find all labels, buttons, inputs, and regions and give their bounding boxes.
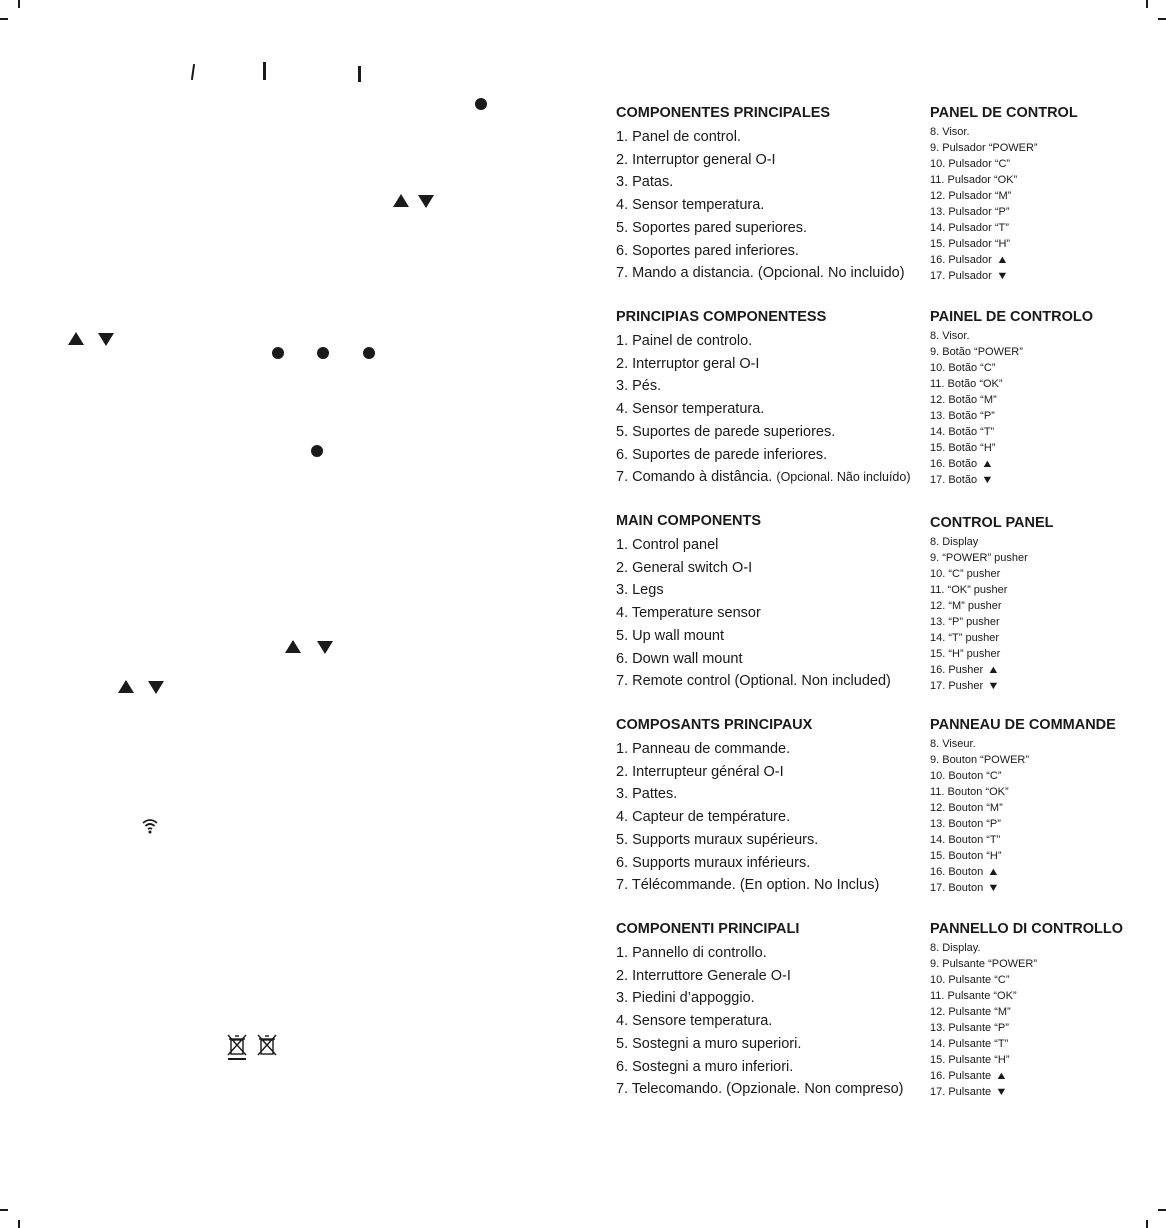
list-item: 13. Pulsador “P”: [930, 206, 1010, 218]
list-item: 6. Sostegni a muro inferiori.: [616, 1058, 794, 1075]
list-item: 3. Patas.: [616, 174, 674, 191]
triangle-down-icon: [317, 641, 333, 654]
triangle-down-icon: [148, 681, 164, 694]
list-item-label: 17. Pulsador: [930, 270, 992, 282]
list-item: [930, 1068, 1150, 1084]
triangle-down-icon: [418, 195, 434, 208]
list-item: 13. Botão “P”: [930, 410, 995, 422]
list-item-label: 16. Pusher: [930, 664, 984, 676]
list-item: 3. Legs: [616, 582, 664, 599]
triangle-down-icon: ▼: [987, 882, 1000, 894]
list-item: 9. Botão “POWER”: [930, 346, 1023, 358]
triangle-up-icon: ▲: [987, 866, 1000, 878]
bullet-dot-icon: [311, 445, 323, 457]
list-item: 2. Interrupteur général O-I: [616, 763, 784, 780]
list-item: [930, 662, 1150, 678]
list-item-label: 17. Bouton: [930, 882, 984, 894]
list-item: 8. Viseur.: [930, 738, 976, 750]
list-item: [930, 252, 1150, 268]
list-item-label: 17. Pulsante: [930, 1086, 992, 1098]
triangle-up-icon: [393, 194, 409, 207]
list-item: 15. Pulsador “H”: [930, 238, 1011, 250]
list-item: 5. Soportes pared superiores.: [616, 219, 808, 236]
list-item: 8. Display: [930, 536, 979, 548]
list-item: 10. “C” pusher: [930, 568, 1001, 580]
list-item: 15. Bouton “H”: [930, 850, 1002, 862]
list-item: 2. Interruptor general O-I: [616, 151, 776, 168]
list-item: [930, 268, 1150, 284]
list-item: 1. Panneau de commande.: [616, 741, 791, 757]
list-item: 9. Pulsante “POWER”: [930, 958, 1037, 970]
list-item: 9. “POWER” pusher: [930, 552, 1028, 564]
triangle-up-icon: [118, 680, 134, 693]
list-item: 10. Pulsante “C”: [930, 974, 1010, 986]
list-item: 4. Sensore temperatura.: [616, 1013, 773, 1030]
triangle-up-icon: [68, 332, 84, 345]
list-item: 7. Mando a distancia. (Opcional. No incluido): [616, 265, 905, 282]
list-item: 1. Painel de controlo.: [616, 333, 753, 349]
control-panel-list: [930, 328, 1150, 488]
bullet-dot-icon: [317, 347, 329, 359]
triangle-up-icon: ▲: [995, 1070, 1008, 1082]
list-item: 15. “H” pusher: [930, 648, 1001, 660]
list-item: 3. Pés.: [616, 378, 662, 395]
main-components-title: COMPONENTES PRINCIPALES: [616, 105, 831, 121]
main-components-list: [616, 330, 916, 489]
triangle-up-icon: ▲: [996, 254, 1009, 266]
list-item: 5. Sostegni a muro superiori.: [616, 1035, 802, 1052]
control-panel-title: PAINEL DE CONTROLO: [930, 309, 1093, 325]
tick-mark-icon: [358, 66, 361, 82]
list-item: [930, 1084, 1150, 1100]
list-item: 1. Panel de control.: [616, 129, 741, 145]
weee-bin-icon: [256, 1033, 278, 1057]
list-item: 10. Botão “C”: [930, 362, 996, 374]
list-item: 13. Pulsante “P”: [930, 1022, 1009, 1034]
list-item: 5. Supports muraux supérieurs.: [616, 831, 819, 848]
triangle-down-icon: [98, 333, 114, 346]
list-item-note: (Opcional. Não incluído): [776, 470, 911, 485]
triangle-up-icon: [285, 640, 301, 653]
tick-mark-icon: [191, 64, 195, 80]
triangle-down-icon: ▼: [996, 270, 1009, 282]
list-item: 8. Visor.: [930, 126, 970, 138]
list-item: 12. “M” pusher: [930, 600, 1002, 612]
list-item: 1. Pannello di controllo.: [616, 945, 767, 961]
list-item: 12. Pulsador “M”: [930, 190, 1012, 202]
list-item: 14. Bouton “T”: [930, 834, 1001, 846]
list-item: 14. Pulsante “T”: [930, 1038, 1009, 1050]
list-item: 7. Telecomando. (Opzionale. Non compreso): [616, 1081, 904, 1098]
control-panel-title: PANNELLO DI CONTROLLO: [930, 921, 1124, 937]
list-item: 11. Pulsador “OK”: [930, 174, 1018, 186]
list-item: 3. Pattes.: [616, 786, 678, 803]
list-item: [930, 864, 1150, 880]
list-item: 14. Botão “T”: [930, 426, 995, 438]
list-item: [930, 472, 1150, 488]
list-item-label: 16. Pulsante: [930, 1070, 992, 1082]
list-item-label: 16. Pulsador: [930, 254, 992, 266]
main-components-list: [616, 942, 916, 1101]
control-panel-list: [930, 534, 1150, 694]
list-item: 5. Up wall mount: [616, 627, 724, 644]
main-components-title: COMPONENTI PRINCIPALI: [616, 921, 800, 937]
list-item-label: 16. Bouton: [930, 866, 984, 878]
list-item: [930, 456, 1150, 472]
list-item: 14. “T” pusher: [930, 632, 1000, 644]
list-item: 6. Suportes de parede inferiores.: [616, 446, 828, 463]
list-item: 4. Sensor temperatura.: [616, 401, 765, 418]
wifi-icon: [142, 818, 158, 834]
list-item: 11. Bouton “OK”: [930, 786, 1009, 798]
list-item: 6. Supports muraux inférieurs.: [616, 854, 811, 871]
list-item: 13. “P” pusher: [930, 616, 1000, 628]
list-item: 12. Bouton “M”: [930, 802, 1003, 814]
list-item-label: 17. Pusher: [930, 680, 984, 692]
triangle-up-icon: ▲: [981, 458, 994, 470]
list-item: 15. Pulsante “H”: [930, 1054, 1010, 1066]
list-item-label: 7. Comando à distância.: [616, 469, 773, 486]
list-item: 15. Botão “H”: [930, 442, 996, 454]
list-item: [930, 880, 1150, 896]
list-item-label: 17. Botão: [930, 474, 978, 486]
bullet-dot-icon: [272, 347, 284, 359]
weee-bin-icon: [226, 1033, 248, 1061]
control-panel-list: [930, 940, 1150, 1100]
list-item: 9. Pulsador “POWER”: [930, 142, 1038, 154]
list-item: 14. Pulsador “T”: [930, 222, 1009, 234]
list-item: 7. Remote control (Optional. Non included): [616, 673, 891, 690]
main-components-title: PRINCIPIAS COMPONENTESS: [616, 309, 827, 325]
list-item: 7. Télécommande. (En option. No Inclus): [616, 877, 880, 894]
list-item: 6. Soportes pared inferiores.: [616, 242, 799, 259]
list-item: 11. “OK” pusher: [930, 584, 1008, 596]
list-item: 3. Piedini d’appoggio.: [616, 990, 755, 1007]
triangle-down-icon: ▼: [981, 474, 994, 486]
triangle-down-icon: ▼: [987, 680, 1000, 692]
list-item: 9. Bouton “POWER”: [930, 754, 1030, 766]
list-item: 1. Control panel: [616, 537, 719, 553]
list-item: 11. Botão “OK”: [930, 378, 1003, 390]
triangle-up-icon: ▲: [987, 664, 1000, 676]
list-item: 2. Interruptor geral O-I: [616, 355, 760, 372]
list-item-label: 16. Botão: [930, 458, 978, 470]
list-item: [616, 466, 916, 489]
list-item: 8. Display.: [930, 942, 981, 954]
main-components-list: [616, 738, 916, 897]
bullet-dot-icon: [363, 347, 375, 359]
main-components-title: MAIN COMPONENTS: [616, 513, 761, 529]
list-item: 10. Bouton “C”: [930, 770, 1002, 782]
main-components-list: [616, 534, 916, 693]
list-item: 8. Visor.: [930, 330, 970, 342]
main-components-list: [616, 126, 916, 285]
list-item: 4. Temperature sensor: [616, 605, 761, 622]
list-item: 4. Capteur de température.: [616, 809, 791, 826]
list-item: 12. Pulsante “M”: [930, 1006, 1011, 1018]
tick-mark-icon: [263, 62, 266, 80]
control-panel-title: PANNEAU DE COMMANDE: [930, 717, 1116, 733]
control-panel-list: [930, 736, 1150, 896]
list-item: 6. Down wall mount: [616, 650, 743, 667]
triangle-down-icon: ▼: [995, 1086, 1008, 1098]
control-panel-title: CONTROL PANEL: [930, 515, 1054, 531]
list-item: 11. Pulsante “OK”: [930, 990, 1017, 1002]
list-item: 12. Botão “M”: [930, 394, 997, 406]
control-panel-title: PANEL DE CONTROL: [930, 105, 1078, 121]
list-item: 2. Interruttore Generale O-I: [616, 967, 791, 984]
main-components-title: COMPOSANTS PRINCIPAUX: [616, 717, 813, 733]
control-panel-list: [930, 124, 1150, 284]
list-item: [930, 678, 1150, 694]
list-item: 5. Suportes de parede superiores.: [616, 423, 836, 440]
bullet-dot-icon: [475, 98, 487, 110]
list-item: 13. Bouton “P”: [930, 818, 1001, 830]
list-item: 10. Pulsador “C”: [930, 158, 1011, 170]
list-item: 2. General switch O-I: [616, 559, 753, 576]
list-item: 4. Sensor temperatura.: [616, 197, 765, 214]
